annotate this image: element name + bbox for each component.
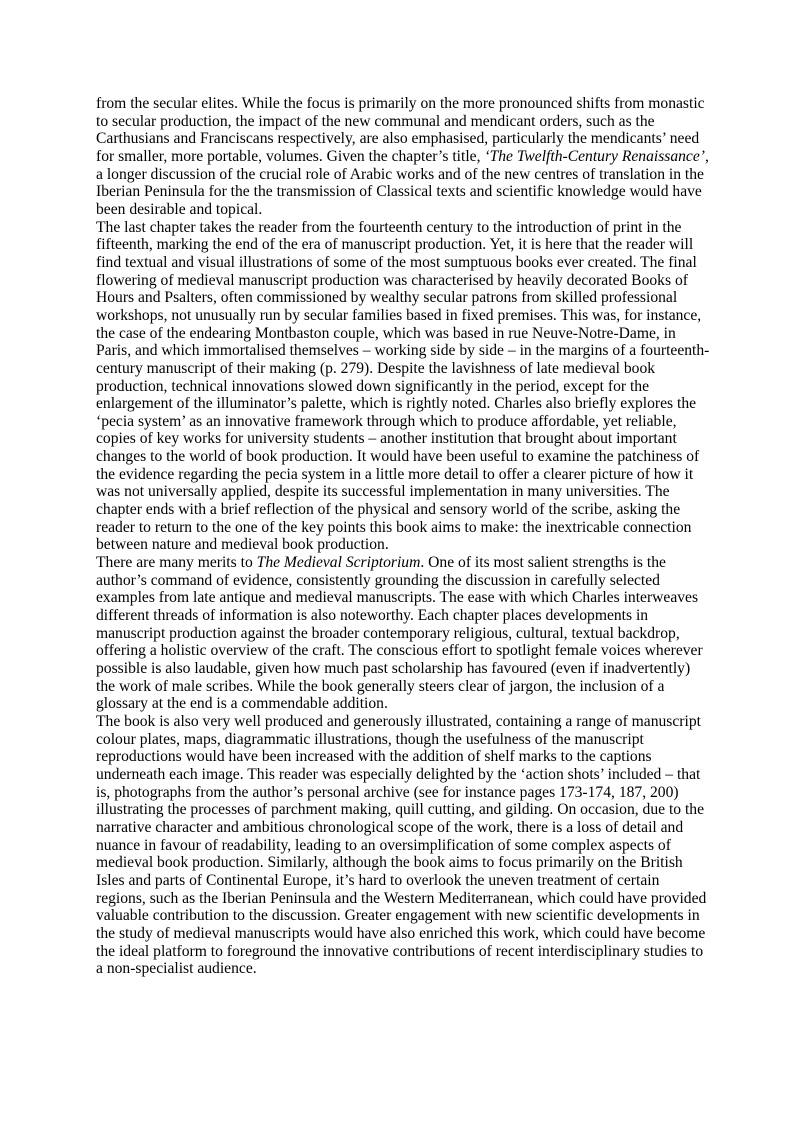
- paragraph-4: [96, 713, 711, 978]
- chapter-title-twelfth-century-renaissance: ‘The Twelfth-Century Renaissance’: [484, 147, 705, 165]
- paragraph-2: [96, 219, 711, 554]
- paragraph-2-text: The last chapter takes the reader from the fourteenth century to the introduction of print in the fifteenth, marking the end of the era of manuscript production. Yet, it is here that the reader will find textual and visual illustrations of some of the most sumptuous books ever created. The final flowering of medieval manuscript production was characterised by heavily decorated Books of Hours and Psalters, often commissioned by wealthy secular patrons from skilled professional workshops, not unusually run by secular families based in fixed premises. This was, for instance, the case of the endearing Montbaston couple, which was based in rue Neuve-Notre-Dame, in Paris, and which immortalised themselves – working side by side – in the margins of a fourteenth-century manuscript of their making (p. 279). Despite the lavishness of late medieval book production, technical innovations slowed down significantly in the period, except for the enlargement of the illuminator’s palette, which is rightly noted. Charles also briefly explores the ‘pecia system’ as an innovative framework through which to produce affordable, yet reliable, copies of key works for university students – another institution that brought about important changes to the world of book production. It would have been useful to examine the patchiness of the evidence regarding the pecia system in a little more detail to offer a clearer picture of how it was not universally applied, despite its successful implementation in many universities. The chapter ends with a brief reflection of the physical and sensory world of the scribe, asking the reader to return to the one of the key points this book aims to make: the inextricable connection between nature and medieval book production.: [96, 218, 710, 554]
- paragraph-1-text-2: , a longer discussion of the crucial role of Arabic works and of the new centres of translation in the Iberian Peninsula for the the transmission of Classical texts and scientific knowledge would have been desirable and topical.: [96, 147, 709, 218]
- paragraph-3: [96, 554, 711, 713]
- paragraph-3-text-1: There are many merits to: [96, 554, 257, 572]
- book-title-medieval-scriptorium: The Medieval Scriptorium: [256, 554, 421, 572]
- paragraph-3-text-2: . One of its most salient strengths is the author’s command of evidence, consistently grounding the discussion in carefully selected examples from late antique and medieval manuscripts. The ease with which Charles interweaves different threads of information is also noteworthy. Each chapter places developments in manuscript production against the broader contemporary religious, cultural, textual backdrop, offering a holistic overview of the craft. The conscious effort to spotlight female voices wherever possible is also laudable, given how much past scholarship has favoured (even if inadvertently) the work of male scribes. While the book generally steers clear of jargon, the inclusion of a glossary at the end is a commendable addition.: [96, 554, 703, 713]
- paragraph-1: [96, 95, 711, 219]
- paragraph-1-text-1: from the secular elites. While the focus is primarily on the more pronounced shifts from monastic to secular production, the impact of the new communal and mendicant orders, such as the Carthusians and Franciscans respectively, are also emphasised, particularly the mendicants’ need for smaller, more portable, volumes. Given the chapter’s title,: [96, 95, 705, 165]
- paragraph-4-text: The book is also very well produced and generously illustrated, containing a range of manuscript colour plates, maps, diagrammatic illustrations, though the usefulness of the manuscript reproductions would have been increased with the addition of shelf marks to the captions underneath each image. This reader was especially delighted by the ‘action shots’ included – that is, photographs from the author’s personal archive (see for instance pages 173-174, 187, 200) illustrating the processes of parchment making, quill cutting, and gilding. On occasion, due to the narrative character and ambitious chronological scope of the work, there is a loss of detail and nuance in favour of readability, leading to an oversimplification of some complex aspects of medieval book production. Similarly, although the book aims to focus primarily on the British Isles and parts of Continental Europe, it’s hard to overlook the uneven treatment of certain regions, such as the Iberian Peninsula and the Western Mediterranean, which could have provided valuable contribution to the discussion. Greater engagement with new scientific developments in the study of medieval manuscripts would have also enriched this work, which could have become the ideal platform to foreground the innovative contributions of recent interdisciplinary studies to a non-specialist audience.: [96, 712, 707, 978]
- document-page: [96, 95, 711, 978]
